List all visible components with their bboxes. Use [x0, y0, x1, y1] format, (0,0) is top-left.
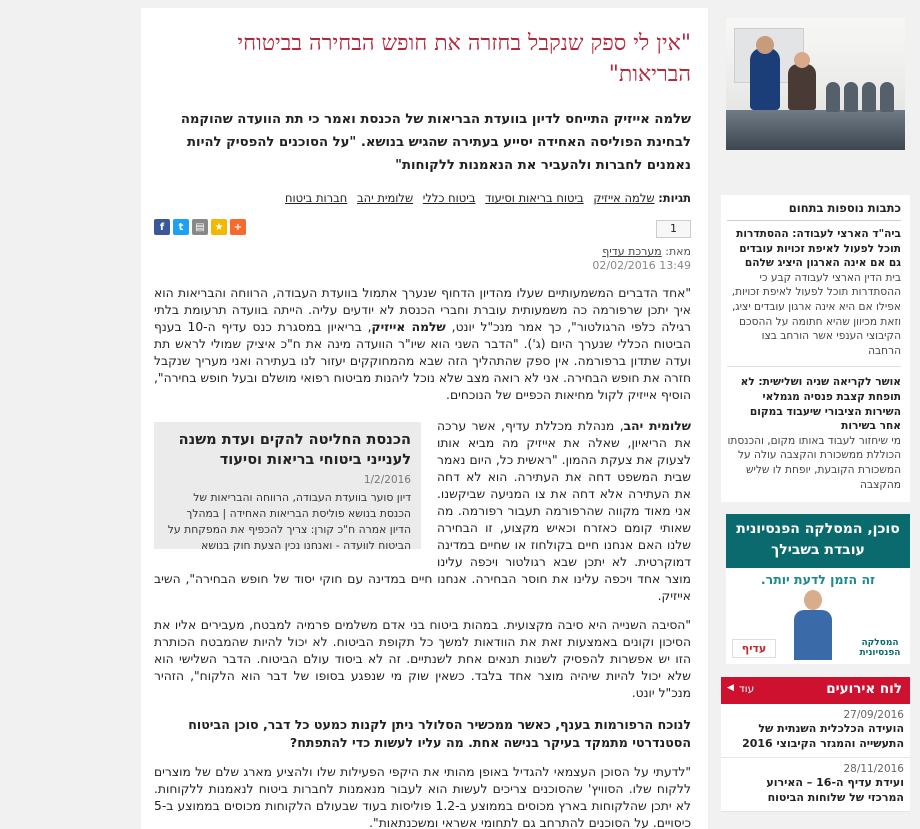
ad-headline[interactable]: סוכן, המסלקה הפנסיונית עובדת בשבילך [726, 514, 910, 568]
photo-speaker-head [756, 36, 774, 54]
event-date: 28/11/2016 [843, 763, 904, 776]
article-summary: שלמה אייזיק התייחס לדיון בוועדת הבריאות של הכנסת ואמר כי תת הוועדה שהוקמה לבחינת הפוליסה האחידה יסייע בעתירה שהגיש בנושא. "על הסוכנים להפסיק להיות נאמנים לחברות ולהעביר את הנאמנות ללקוחות" [180, 112, 691, 173]
twitter-icon[interactable]: t [173, 219, 189, 235]
article-paragraph [154, 285, 691, 404]
author-link[interactable]: מערכת עדיף [602, 245, 662, 258]
tag-link[interactable]: חברות ביטוח [284, 191, 348, 205]
event-title[interactable]: הועידה הכלכלית השנתית של התעשייה והמגזר הקיבוצי 2016 [742, 722, 904, 751]
tags-row [154, 189, 691, 207]
paragraph-text: , מנהלת מכללת עדיף, אשר ערכה את הריאיון, שאלה את אייזיק מה מביא אותו לצעוק את צעקת ההמון. "ראשית כל, היום נאמר שבית המשפט דחה את העתירה. הוא לא דחה את העתירה אלא דחה את צו המניעה שביקשנו. אני מאוד מקווה שהרפורמה תעבור רפורמה. מה שאותי קומם כאזרח וכאיש מקצוע, זו הבחירה שלנו האם אנחנו חיים בקולחוז או שחיים במדינה דמוקרטית. לא יתכן שבא רגולטור ויכפה עלינו מוצר אחד ויכפה עלינו את חוסר הבחירה. אנחנו חיים במדינה עם חוקי יסוד של חופש הבחירה", השיב אייזיק. [154, 419, 691, 603]
sidebar [721, 8, 910, 829]
event-item[interactable] [721, 758, 910, 812]
comment-count[interactable]: 1 [656, 220, 691, 238]
more-articles-box [721, 195, 910, 502]
author-prefix: מאת: [665, 245, 691, 258]
photo-stage [726, 110, 905, 150]
article-paragraph [154, 418, 691, 605]
publish-date: 13:49 02/02/2016 [592, 259, 691, 272]
article-paragraph: "הסיבה השנייה היא סיבה מקצועית. במהות ביטוח בני אדם משלמים פרמיה למבטח, מעבירים אליו את הסיכון וקונים באמצעות זאת את הוודאות למשך כל תקופת הביטוח. לא יכול להיות שהמבטח הכותרת הזו יש אפשרות להפסיק לשנות תנאים אחת לשנתיים. זה לא ביסוד עולם הביטוח. הדבר השלישי הוא שלא יכול להיות שיהיה מוצר אחד בלבד. כשאין שוק מי שנפגע בסופו של דבר הוא הלקוח", הזהיר מנכ"ל יונט. [154, 618, 691, 700]
more-article-item[interactable] [727, 221, 901, 362]
more-article-title[interactable]: ביה"ד הארצי לעבודה: ההסתדרות תוכל לפעול לאיפת זכויות עובדים גם אם אינה הארגון היציג שלהם [736, 228, 901, 270]
event-title[interactable]: ועידת עדיף ה-16 – האירוע המרכזי של שלוחות הביטוח [766, 776, 904, 805]
photo-audience [844, 82, 858, 112]
related-article-date: 1/2/2016 [363, 474, 411, 486]
ad-cta[interactable]: זה הזמן לדעת יותר. [760, 572, 876, 588]
share-icons [154, 219, 246, 235]
related-article-text: דיון סוער בוועדת העבודה, הרווחה והבריאות של הכנסת בנושא פוליסת הבריאות האחידה | במהלך הדיון אמרה ח"כ קורן: צריך להכפיף את המפקחת על הביטוח לוועדה - ואנחנו נכין הצעת חוק בנושא [167, 491, 411, 552]
print-icon[interactable]: ▤ [192, 219, 208, 235]
photo-audience [880, 82, 894, 112]
person-name: שלמה אייזיק [371, 320, 446, 334]
more-articles-title: כתבות נוספות בתחום [727, 195, 901, 221]
more-article-item[interactable] [727, 366, 901, 496]
ad-banner[interactable] [726, 514, 910, 664]
photo-interviewer-head [794, 52, 810, 68]
article-column [141, 8, 708, 829]
event-date: 27/09/2016 [843, 709, 904, 722]
photo-audience [826, 82, 840, 112]
more-article-title[interactable]: אושר לקריאה שניה ושלישית: לא תופחת קצבת פנסיה מגמלאי השירות הציבורי שיעבוד במקום אחר בשירות [740, 376, 901, 433]
facebook-icon[interactable]: f [154, 219, 170, 235]
event-item[interactable] [721, 704, 910, 758]
photo-audience [862, 82, 876, 112]
more-article-text: מי שיחזור לעבוד באותו מקום, והכנסתו הכוללת ממשכורת והקצבה עולה על המשכורת הקובעת, יופחת לו שליש מהקצבה [727, 434, 901, 491]
events-title: לוח אירועים [826, 681, 902, 698]
photo-interviewer [788, 64, 816, 110]
photo-speaker [750, 48, 780, 110]
related-article-title[interactable]: הכנסת החליטה להקים ועדת משנה לענייני ביטוחי בריאות וסיעוד [178, 432, 411, 468]
events-more-link[interactable]: עוד [739, 683, 755, 696]
more-article-text: בית הדין הארצי לעבודה קבע כי ההסתדרות תוכל לפעול לאיפת זכויות, אפילו אם היא אינה ארגון עובדים יציג, וזאת מכיוון שהיא חתומה על ההסכם הקיבוצי הענפי אשר הורחב בצו הרחבה [731, 271, 901, 357]
paragraph-text: "אחד הדברים המשמעותיים שעלו מהדיון הדחוף שנערך אתמול בוועדת העבודה, הרווחה והבריאות הוא איך יתכן שרפורמה כה משמעותית עוברת וחברי הכנסת לא יודעים עליה. הייתה בוועדה תרעומת בלתי רגילה כלפי הרגולטור", כך אמר מנכ"ל יונט, [154, 286, 691, 334]
share-row [154, 219, 691, 239]
ad-logo-right: המסלקה הפנסיונית [859, 638, 901, 659]
article-title: "אין לי ספק שנקבל בחזרה את חופש הבחירה בביטוחי הבריאות" [237, 31, 691, 87]
related-article-box[interactable] [154, 422, 421, 552]
events-header [721, 677, 910, 704]
article-subheading: לנוכח הרפורמות בענף, כאשר ממכשיר הסלולר ניתן לקנות כמעט כל דבר, סוכן הביטוח הסטנדרטי מתמקד בעיקר בנישה אחת. מה עליו לעשות כדי להתפתח? [188, 717, 691, 750]
ad-person-image [794, 590, 830, 660]
star-icon[interactable]: ★ [211, 219, 227, 235]
plus-icon[interactable]: + [230, 219, 246, 235]
tags-label: תגיות: [658, 191, 691, 205]
tag-link[interactable]: ביטוח בריאות וסיעוד [485, 191, 584, 205]
paragraph-text: , בריאיון במסגרת כנס עדיף ה-10 בענף הביטוח הכללי שנערך היום (ג'). "הדבר השני הוא שיו"ר הוועדה מינה את ח"כ איציק שמולי לראש תת ועדה שתדון ברפורמה. אין ספק שהתהליך הזה שבא מהמחוקקים יעזור לנו בעתירה ואני מעריך שנקבל חזרה את חופש הבחירה. אני לא רואה מצב שלא נוכל ליהנות מביטוח רפואי מושלם ובעל חופש בחירה", הוסיף אייזיק לקול מחיאות הכפיים של הנוכחים. [154, 320, 691, 402]
tag-link[interactable]: שלמה אייזיק [593, 191, 655, 205]
tag-link[interactable]: שלומית יהב [356, 191, 414, 205]
ad-logo-left: עדיף [732, 639, 776, 658]
person-name: שלומית יהב [623, 419, 691, 433]
chevron-left-icon[interactable]: ◀ [727, 683, 734, 694]
byline [154, 245, 691, 273]
tag-link[interactable]: ביטוח כללי [422, 191, 476, 205]
ad-body[interactable] [726, 568, 910, 664]
events-box [721, 677, 910, 812]
article-photo [726, 18, 905, 150]
article-paragraph: "לדעתי על הסוכן העצמאי להגדיל באופן מהותי את היקפי הפעילות שלו ולהציע מארג שלם של מוצרים ללקוח שלו. הסוויץ' שהסוכנים צריכים לעשות הוא לעבור מנאמנות לחברות ביטוח לנאמנות ללקוחות. לא יתכן שהלקוחות בארץ מכוסים בממוצע ב-1.2 פוליסות בעוד שבעולם הלקוחות מכוסים בממוצע ב-5 כיסויים. על הסוכנים להתרחב גם לתחומי אשראי ומשכנתאות". [154, 765, 691, 829]
